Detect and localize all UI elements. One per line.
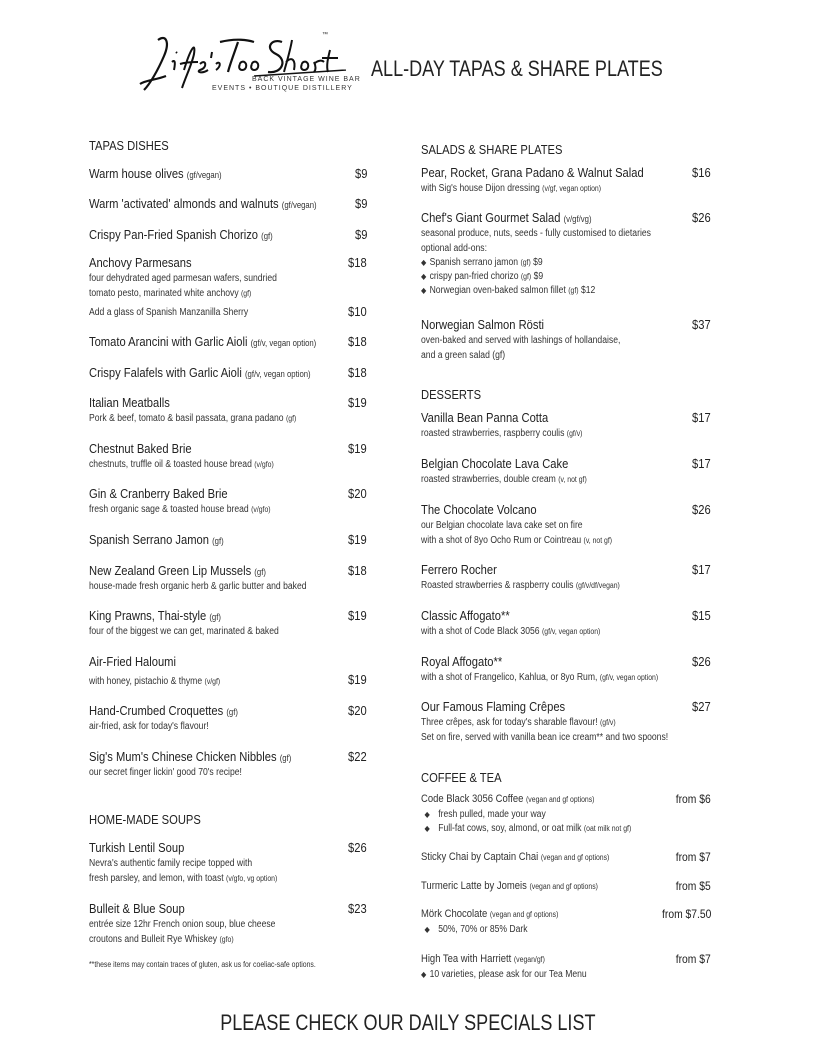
item-price: $17: [692, 562, 711, 577]
option-line: ◆ 50%, 70% or 85% Dark: [421, 923, 670, 937]
diamond-bullet-icon: ◆: [421, 970, 427, 979]
item-price: $27: [692, 699, 711, 714]
item-price: $18: [348, 334, 367, 349]
item-description: oven-baked and served with lashings of hollandaise,: [421, 335, 621, 346]
menu-item: [421, 410, 711, 441]
menu-item: [89, 563, 367, 594]
menu-item: [89, 255, 367, 301]
item-price: $15: [692, 608, 711, 623]
item-description: our secret finger lickin' good 70's recipe!: [89, 767, 242, 778]
menu-item: [89, 334, 367, 350]
menu-item: [89, 654, 367, 688]
item-name: Chestnut Baked Brie: [89, 441, 192, 456]
item-description: with a shot of 8yo Ocho Rum or Cointreau (v, not gf): [421, 535, 613, 546]
item-price: $9: [354, 196, 367, 211]
item-description: fresh parsley, and lemon, with toast (v/gfo, vg option): [89, 873, 278, 884]
item-description: roasted strawberries, double cream (v, not gf): [421, 474, 587, 485]
item-description: seasonal produce, nuts, seeds - fully customised to dietaries: [421, 228, 651, 239]
item-name: Code Black 3056 Coffee (vegan and gf options): [421, 793, 595, 805]
item-price: $18: [348, 563, 367, 578]
item-name: Sig's Mum's Chinese Chicken Nibbles (gf): [89, 749, 292, 764]
item-description: croutons and Bulleit Rye Whiskey (gfo): [89, 934, 234, 945]
item-name: High Tea with Harriett (vegan/gf): [421, 953, 545, 965]
item-description: fresh organic sage & toasted house bread (v/gfo): [89, 504, 271, 515]
item-description: four dehydrated aged parmesan wafers, sundried: [89, 273, 277, 284]
item-description: entrée size 12hr French onion soup, blue cheese: [89, 919, 276, 930]
item-name: Mörk Chocolate (vegan and gf options): [421, 908, 559, 920]
menu-item: [421, 952, 711, 982]
item-description: with Sig's house Dijon dressing (v/gf, vegan option): [421, 183, 602, 194]
item-description: Pork & beef, tomato & basil passata, grana padano (gf): [89, 413, 297, 424]
menu-item: [89, 196, 367, 212]
menu-item: [421, 850, 711, 866]
item-name: Royal Affogato**: [421, 654, 503, 669]
menu-item: [421, 210, 711, 298]
allergen-footnote: **these items may contain traces of gluten, ask us for coeliac-safe options.: [89, 960, 316, 969]
item-description: our Belgian chocolate lava cake set on fire: [421, 520, 583, 531]
item-description: house-made fresh organic herb & garlic butter and baked: [89, 581, 307, 592]
item-name: Norwegian Salmon Rösti: [421, 317, 545, 332]
logo-tagline-1: BACK VINTAGE WINE BAR: [252, 76, 361, 83]
item-description: optional add-ons:: [421, 243, 487, 254]
trademark-symbol: ™: [322, 32, 328, 38]
item-price: $19: [348, 532, 367, 547]
item-price: $17: [692, 410, 711, 425]
item-name: Warm house olives (gf/vegan): [89, 166, 222, 181]
item-name: Pear, Rocket, Grana Padano & Walnut Salad: [421, 165, 644, 180]
menu-item: [89, 532, 367, 548]
menu-item: [421, 165, 711, 196]
item-description: chestnuts, truffle oil & toasted house bread (v/gfo): [89, 459, 274, 470]
item-description: and a green salad (gf): [421, 350, 506, 361]
item-description: air-fried, ask for today's flavour!: [89, 721, 209, 732]
menu-item: [421, 907, 711, 937]
item-name: New Zealand Green Lip Mussels (gf): [89, 563, 266, 578]
item-name: Hand-Crumbed Croquettes (gf): [89, 703, 238, 718]
item-description: Three crêpes, ask for today's sharable flavour! (gf/v): [421, 717, 616, 728]
menu-item: [89, 749, 367, 780]
item-price: $19: [348, 395, 367, 410]
item-price: $17: [692, 456, 711, 471]
item-name: King Prawns, Thai-style (gf): [89, 608, 221, 623]
item-price: $20: [348, 703, 367, 718]
item-name: Crispy Pan-Fried Spanish Chorizo (gf): [89, 227, 273, 242]
section-heading-tapas: TAPAS DISHES: [89, 138, 169, 153]
menu-item: [421, 562, 711, 593]
menu-item: [89, 441, 367, 472]
item-price: $19: [348, 441, 367, 456]
item-name: Chef's Giant Gourmet Salad (v/gf/vg): [421, 210, 592, 225]
menu-item-addon: [89, 304, 367, 320]
item-price: $18: [348, 365, 367, 380]
addon-text: Add a glass of Spanish Manzanilla Sherry: [89, 307, 249, 318]
menu-item: [89, 840, 367, 886]
item-name: Italian Meatballs: [89, 395, 170, 410]
item-price: $19: [348, 672, 367, 687]
item-description: four of the biggest we can get, marinated & baked: [89, 626, 279, 637]
specials-banner: PLEASE CHECK OUR DAILY SPECIALS LIST: [220, 1010, 596, 1035]
menu-item: [421, 792, 711, 836]
section-heading-soups: HOME-MADE SOUPS: [89, 812, 201, 827]
addon-line: ◆ crispy pan-fried chorizo (gf) $9: [421, 271, 544, 282]
item-price: $23: [348, 901, 367, 916]
item-name: Crispy Falafels with Garlic Aioli (gf/v, vegan option): [89, 365, 311, 380]
diamond-bullet-icon: ◆: [421, 258, 427, 267]
item-description: roasted strawberries, raspberry coulis (gf/v): [421, 428, 583, 439]
addon-line: ◆ Norwegian oven-baked salmon fillet (gf) $12: [421, 285, 596, 296]
item-price: $18: [348, 255, 367, 270]
item-name: Bulleit & Blue Soup: [89, 901, 185, 916]
addon-price: $10: [348, 304, 367, 319]
item-price: from $7: [676, 952, 711, 966]
item-description: Roasted strawberries & raspberry coulis (gf/v/df/vegan): [421, 580, 620, 591]
option-line: ◆ 10 varieties, please ask for our Tea Menu: [421, 969, 587, 980]
item-name: Ferrero Rocher: [421, 562, 497, 577]
menu-item: [89, 227, 367, 243]
section-heading-coffee: COFFEE & TEA: [421, 770, 502, 785]
item-price: $20: [348, 486, 367, 501]
menu-item: [421, 699, 711, 745]
item-description: Nevra's authentic family recipe topped with: [89, 858, 253, 869]
item-price: $16: [692, 165, 711, 180]
item-description: with honey, pistachio & thyme (v/gf): [89, 676, 221, 687]
item-name: Belgian Chocolate Lava Cake: [421, 456, 569, 471]
menu-item: [421, 502, 711, 548]
page-title: ALL-DAY TAPAS & SHARE PLATES: [371, 56, 663, 81]
item-name: Gin & Cranberry Baked Brie: [89, 486, 228, 501]
section-heading-desserts: DESSERTS: [421, 387, 482, 402]
item-price: $19: [348, 608, 367, 623]
item-price: $22: [348, 749, 367, 764]
diamond-bullet-icon: ◆: [424, 925, 430, 934]
item-price: $37: [692, 317, 711, 332]
item-name: Classic Affogato**: [421, 608, 510, 623]
menu-item: [89, 166, 367, 182]
item-name: Vanilla Bean Panna Cotta: [421, 410, 549, 425]
logo-tagline-2: EVENTS • BOUTIQUE DISTILLERY: [212, 85, 353, 92]
item-name: Warm 'activated' almonds and walnuts (gf/vegan): [89, 196, 317, 211]
item-price: from $7: [676, 850, 711, 864]
menu-item: [421, 654, 711, 685]
menu-item: [89, 901, 367, 947]
item-description: tomato pesto, marinated white anchovy (gf): [89, 288, 252, 299]
item-price: $26: [692, 210, 711, 225]
option-line: ◆ Full-fat cows, soy, almond, or oat milk (oat milk not gf): [421, 822, 670, 836]
diamond-bullet-icon: ◆: [424, 810, 430, 819]
menu-item: [421, 608, 711, 639]
item-name: Turmeric Latte by Jomeis (vegan and gf options): [421, 880, 598, 892]
item-price: $9: [354, 227, 367, 242]
menu-item: [89, 608, 367, 639]
item-price: from $6: [676, 792, 711, 806]
item-name: Tomato Arancini with Garlic Aioli (gf/v, vegan option): [89, 334, 317, 349]
menu-item: [89, 486, 367, 517]
item-description: with a shot of Code Black 3056 (gf/v, vegan option): [421, 626, 601, 637]
item-name: Sticky Chai by Captain Chai (vegan and gf options): [421, 851, 610, 863]
item-description: Set on fire, served with vanilla bean ice cream** and two spoons!: [421, 732, 669, 743]
menu-item: [421, 317, 711, 363]
menu-item: [89, 395, 367, 426]
item-name: Air-Fried Haloumi: [89, 654, 176, 669]
item-name: Spanish Serrano Jamon (gf): [89, 532, 224, 547]
diamond-bullet-icon: ◆: [421, 272, 427, 281]
item-price: $9: [354, 166, 367, 181]
item-price: $26: [692, 502, 711, 517]
item-price: $26: [348, 840, 367, 855]
item-price: $26: [692, 654, 711, 669]
item-description: with a shot of Frangelico, Kahlua, or 8yo Rum, (gf/v, vegan option): [421, 672, 659, 683]
menu-item: [89, 703, 367, 734]
menu-item: [421, 879, 711, 895]
item-name: The Chocolate Volcano: [421, 502, 537, 517]
section-heading-salads: SALADS & SHARE PLATES: [421, 142, 563, 157]
item-name: Our Famous Flaming Crêpes: [421, 699, 566, 714]
diamond-bullet-icon: ◆: [424, 824, 430, 833]
item-name: Turkish Lentil Soup: [89, 840, 185, 855]
brand-logo: [136, 30, 361, 100]
item-name: Anchovy Parmesans: [89, 255, 192, 270]
item-price: from $7.50: [661, 907, 711, 921]
menu-item: [421, 456, 711, 487]
menu-item: [89, 365, 367, 381]
diamond-bullet-icon: ◆: [421, 286, 427, 295]
item-price: from $5: [676, 879, 711, 893]
option-line: ◆ fresh pulled, made your way: [421, 808, 670, 822]
addon-line: ◆ Spanish serrano jamon (gf) $9: [421, 257, 543, 268]
